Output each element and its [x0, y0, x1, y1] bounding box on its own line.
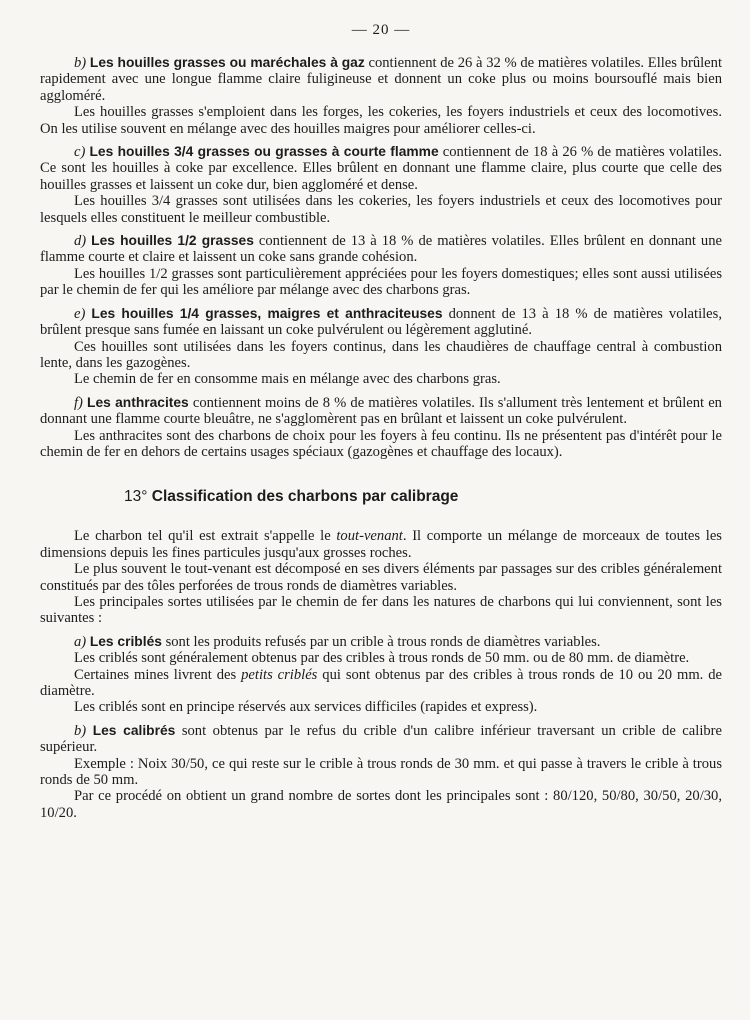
item-letter: b) [74, 722, 87, 739]
section-heading [124, 488, 722, 506]
paragraph: Les houilles grasses s'emploient dans les forges, les cokeries, les foyers industriels et ceux des locomotives. On les utilise souvent en mélange avec des houilles maigres pour améliorer celles-ci. [40, 104, 722, 137]
item-letter: a) [74, 633, 87, 650]
item-heading: Les houilles grasses ou maréchales à gaz [89, 55, 365, 70]
paragraph: Les criblés sont généralement obtenus par des cribles à trous ronds de 50 mm. ou de 80 mm. de diamètre. [74, 650, 690, 667]
paragraph-a-cribles [40, 634, 722, 650]
paragraph-text: contiennent de 13 à 18 % de matières volatiles. Elles brûlent en donnant une flamme courte et claire et laissent un coke sans grande cohésion. [40, 233, 722, 266]
paragraph-e-maigres [40, 306, 722, 339]
paragraph-f-anthracites [40, 395, 722, 428]
paragraph-d-demi-grasses [40, 233, 722, 266]
item-heading: Les calibrés [92, 722, 176, 738]
item-heading: Les anthracites [87, 394, 189, 410]
italic-term: tout-venant [336, 528, 403, 545]
section-title: Classification des charbons par calibrage [151, 488, 459, 506]
item-letter: c) [74, 144, 86, 161]
paragraph: Le chemin de fer en consomme mais en mélange avec des charbons gras. [74, 371, 501, 388]
paragraph: Les houilles 1/2 grasses sont particulièrement appréciées pour les foyers domestiques; elles sont aussi utilisées par le chemin de fer qui les améliore par mélange avec des charbons gras. [40, 265, 722, 299]
paragraph-b-grasses [40, 55, 722, 104]
page-number: — 20 — [351, 22, 411, 38]
item-letter: f) [74, 394, 83, 411]
paragraph-text: Le charbon tel qu'il est extrait s'appelle le [74, 528, 337, 545]
italic-term: petits criblés [241, 666, 318, 683]
paragraph-text: sont obtenus par le refus du crible d'un calibre inférieur traversant un crible de calibre supérieur. [40, 722, 723, 756]
paragraph-text: contiennent moins de 8 % de matières volatiles. Ils s'allument très lentement et brûlent en donnant une flamme courte bleuâtre, ne s'agglomèrent pas en brûlant et laissent un coke pulvérulent. [40, 394, 722, 428]
paragraph-c-trois-quarts [40, 144, 722, 193]
section-number: 13° [124, 488, 148, 506]
paragraph-tout-venant [40, 528, 722, 561]
paragraph-text: contiennent de 18 à 26 % de matières volatiles. Ce sont les houilles à coke par excellence. Elles brûlent en donnant une flamme claire, plus courte que celle des houilles grasses et laissent un coke dur, bien aggloméré et dense. [40, 144, 722, 193]
paragraph: Par ce procédé on obtient un grand nombre de sortes dont les principales sont : 80/120, 50/80, 30/50, 20/30, 10/20. [40, 788, 722, 821]
document-page [40, 22, 722, 821]
paragraph: Le plus souvent le tout-venant est décomposé en ses divers éléments par passages sur des cribles généralement constitués par des tôles perforées de trous ronds de diamètres variables. [40, 561, 722, 594]
paragraph-petits-cribles [40, 667, 722, 700]
paragraph: Les anthracites sont des charbons de choix pour les foyers à feu continu. Ils ne présentent pas d'intérêt pour le chemin de fer en dehors de certains usages spéciaux (gazogènes et chauffage des locaux). [40, 427, 722, 460]
item-heading: Les houilles 1/2 grasses [91, 233, 254, 249]
item-heading: Les criblés [89, 633, 162, 649]
paragraph: Les criblés sont en principe réservés aux services difficiles (rapides et express). [74, 699, 538, 716]
paragraph: Ces houilles sont utilisées dans les foyers continus, dans les chaudières de chauffage central à combustion lente, dans les gazogènes. [40, 338, 722, 371]
paragraph: Les houilles 3/4 grasses sont utilisées dans les cokeries, les foyers industriels et ceux des locomotives pour lesquels elles constituent le meilleur combustible. [40, 193, 722, 226]
paragraph-text: qui sont obtenus par des cribles à trous ronds de 10 ou 20 mm. de diamètre. [40, 666, 722, 699]
item-letter: d) [74, 233, 87, 250]
item-letter: e) [74, 305, 86, 322]
paragraph-text: sont les produits refusés par un crible à trous ronds de diamètres variables. [161, 633, 601, 650]
paragraph-text: contiennent de 26 à 32 % de matières volatiles. Elles brûlent rapidement avec une longue flamme claire fuligineuse et donnent un coke plus ou moins boursouflé mais bien aggloméré. [40, 55, 723, 104]
paragraph: Les principales sortes utilisées par le chemin de fer dans les natures de charbons qui lui conviennent, sont les suivantes : [40, 593, 722, 627]
paragraph-text: . Il comporte un mélange de morceaux de toutes les dimensions depuis les fines particules jusqu'aux grosses roches. [40, 528, 722, 561]
item-heading: Les houilles 1/4 grasses, maigres et anthraciteuses [91, 305, 443, 321]
item-letter: b) [74, 55, 87, 71]
paragraph-text: Certaines mines livrent des [74, 666, 242, 683]
paragraph: Exemple : Noix 30/50, ce qui reste sur le crible à trous ronds de 30 mm. et qui passe à travers le crible à trous ronds de 50 mm. [40, 755, 722, 789]
item-heading: Les houilles 3/4 grasses ou grasses à courte flamme [89, 144, 439, 160]
paragraph-b-calibres [40, 723, 722, 756]
paragraph-text: donnent de 13 à 18 % de matières volatiles, brûlent presque sans fumée en laissant un coke pulvérulent ou légèrement agglutiné. [40, 305, 722, 339]
